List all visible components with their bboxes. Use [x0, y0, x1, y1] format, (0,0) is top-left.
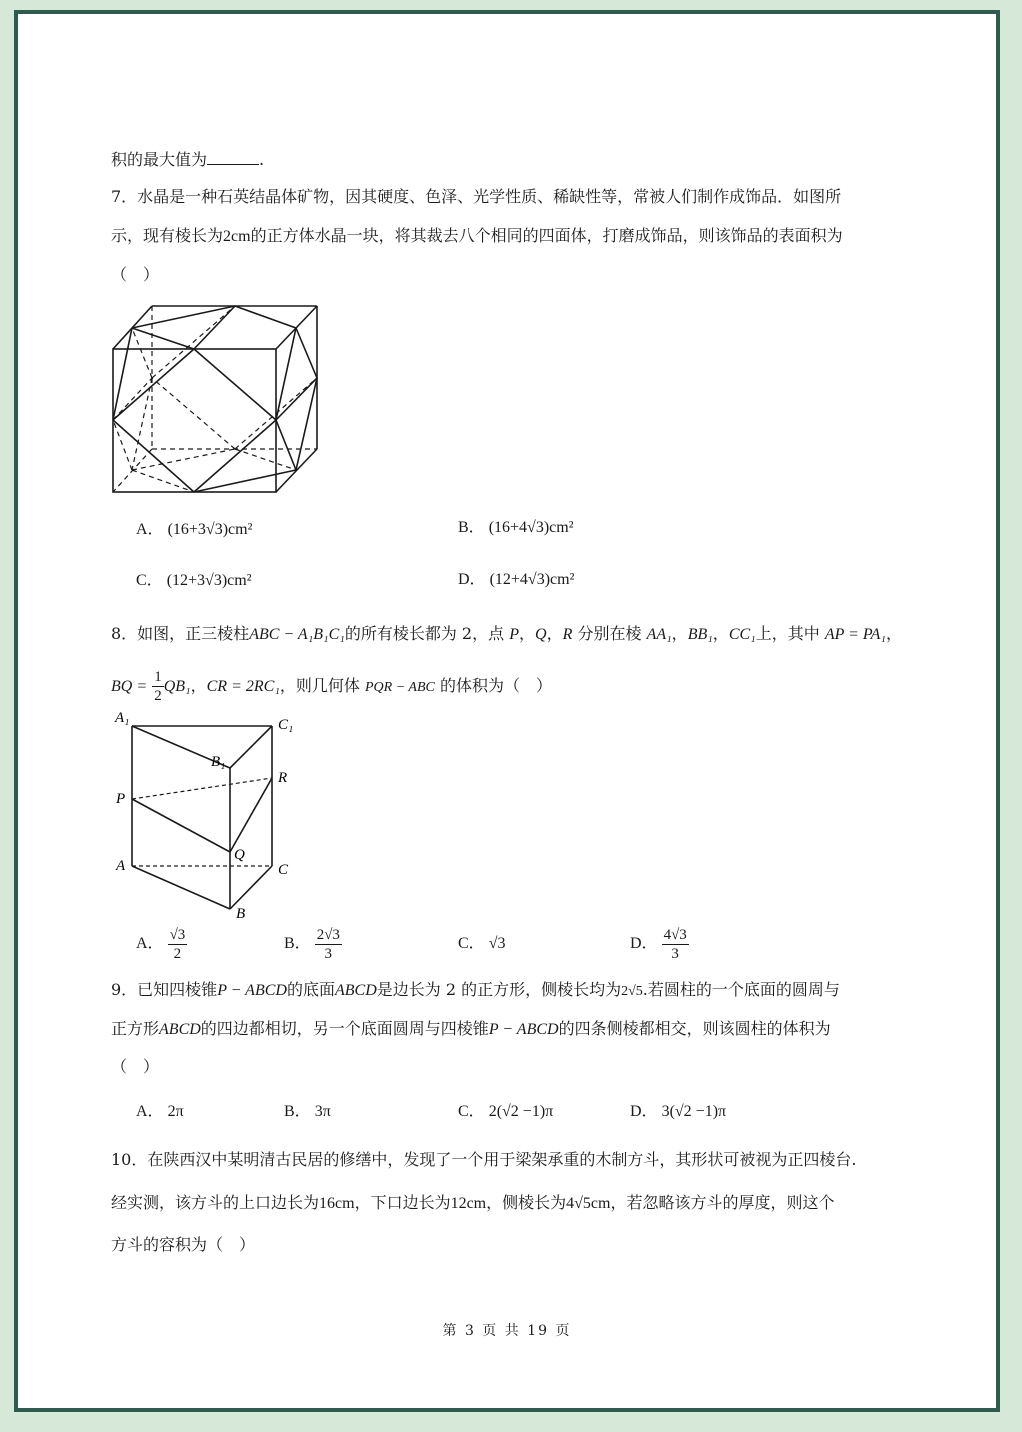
q8-edge-bb1: BB₁ [687, 626, 713, 643]
cut-edge [132, 328, 194, 349]
edge-pq [132, 799, 230, 852]
q8-edge-aa1: AA₁ [646, 626, 672, 643]
option-label: D． [630, 1103, 658, 1120]
fraction-numerator: 4√3 [663, 926, 687, 943]
cut-edge [113, 420, 194, 492]
q6-text: 积的最大值为 [111, 150, 208, 169]
cut-edge [296, 378, 317, 470]
q9-option-c[interactable] [458, 1101, 553, 1123]
q10-line3: 方斗的容积为（ ） [111, 1235, 256, 1254]
cube-front-face [113, 349, 276, 492]
fraction-numerator: 2√3 [316, 926, 340, 943]
page-footer: 第 3 页 共 19 页 [442, 1323, 572, 1339]
q10-text: ，侧棱长为 [486, 1193, 567, 1212]
option-label: C． [136, 572, 163, 589]
fraction-denominator: 3 [324, 945, 333, 962]
option-expr: 3(√2 −1)π [661, 1103, 727, 1120]
q8-line1: 8．如图，正三棱柱ABC − A₁B₁C₁的所有棱长都为 2，点 P，Q，R 分别在棱 AA₁，BB₁，CC₁上，其中 AP = PA₁， [111, 624, 902, 643]
q8-prism-figure [110, 704, 320, 919]
q7-option-b[interactable] [458, 517, 574, 539]
q10-top-edge: 16cm [319, 1195, 355, 1212]
option-expr: (12+4√3)cm² [489, 571, 575, 588]
q10-text: ，若忽略该方斗的厚度，则这个 [610, 1193, 835, 1212]
q10-line2 [111, 1192, 834, 1215]
edge-qr [230, 778, 272, 852]
hidden-edge [132, 328, 152, 378]
cube-edge [276, 449, 317, 492]
q10-line1: 10．在陕西汉中某明清古民居的修缮中，发现了一个用于梁架承重的木制方斗，其形状可被视为正四棱台. [111, 1150, 857, 1169]
q9-line2 [111, 1018, 831, 1041]
q8-solid: PQR − ABC [364, 680, 435, 695]
option-label: C． [458, 1103, 485, 1120]
cut-edge [194, 349, 276, 420]
q9-text: 的四条侧棱都相交，则该圆柱的体积为 [558, 1019, 831, 1038]
edge-ab [132, 866, 230, 909]
q7-line1: 7．水晶是一种石英结晶体矿物，因其硬度、色泽、光学性质、稀缺性等，常被人们制作成饰品．如图所 [111, 187, 842, 206]
option-expr: (12+3√3)cm² [166, 572, 252, 589]
fraction-denominator: 2 [154, 688, 162, 704]
label-a1: A₁ [115, 710, 130, 726]
document-page [18, 14, 996, 1408]
cut-edge [194, 420, 276, 492]
q9-paren: （ ） [111, 1057, 160, 1076]
cut-edge [194, 470, 296, 492]
q8-text: 8．如图，正三棱柱 [111, 624, 250, 643]
option-fraction [662, 926, 689, 963]
q8-text: 的体积为（ ） [439, 676, 552, 695]
edge-bc [230, 866, 272, 909]
fraction-denominator: 2 [173, 945, 182, 962]
label-c: C [278, 862, 289, 878]
q8-edge-cc1: CC₁ [728, 626, 756, 643]
q9-text: 的底面 [286, 980, 335, 999]
option-label: B． [284, 935, 311, 952]
label-q: Q [234, 847, 245, 863]
q8-option-b[interactable] [284, 924, 342, 964]
answer-blank [207, 148, 259, 165]
cut-edge [132, 306, 235, 328]
option-expr: (16+3√3)cm² [167, 521, 253, 538]
fraction-denominator: 3 [671, 945, 679, 962]
q7-option-a[interactable] [136, 519, 252, 541]
q7-line2c: 的正方体水晶一块，将其裁去八个相同的四面体，打磨成饰品，则该饰品的表面积为 [250, 226, 843, 245]
q7-option-c[interactable] [136, 570, 252, 592]
q8-condition-3: CR = 2RC₁ [206, 678, 280, 695]
option-expr: 2π [167, 1103, 184, 1120]
option-fraction [315, 926, 342, 963]
q8-option-d[interactable] [630, 924, 689, 964]
label-b: B [236, 906, 246, 919]
q8-point-p: P [509, 626, 519, 643]
label-b1: B₁ [211, 754, 226, 770]
option-label: B． [458, 519, 485, 536]
q9-option-b[interactable] [284, 1101, 331, 1123]
cut-edge [296, 328, 317, 378]
cut-edge [276, 328, 296, 420]
q7-line2 [111, 225, 843, 248]
q9-pyramid: P − ABCD [217, 982, 287, 999]
option-expr: (16+4√3)cm² [488, 519, 574, 536]
q7-line2a: 示，现有棱长为 [111, 226, 224, 245]
option-label: D． [630, 935, 658, 952]
q10-lateral-edge: 4√5cm [566, 1195, 611, 1212]
label-a: A [116, 858, 126, 874]
q8-option-a[interactable] [136, 924, 187, 964]
q8-prism: ABC − A₁B₁C₁ [249, 626, 345, 643]
q9-option-a[interactable] [136, 1101, 184, 1123]
q8-option-c[interactable] [458, 933, 505, 955]
option-label: D． [458, 571, 486, 588]
label-c1: C₁ [278, 717, 294, 733]
option-label: A． [136, 1103, 164, 1120]
q8-condition-1: AP = PA₁ [824, 626, 886, 643]
option-label: A． [136, 521, 164, 538]
label-r: R [278, 770, 288, 786]
q9-line1 [111, 979, 840, 1003]
label-p: P [116, 791, 126, 807]
q8-point-r: R [562, 626, 573, 643]
hidden-edge [113, 378, 152, 420]
q10-text: 经实测，该方斗的上口边长为 [111, 1193, 320, 1212]
hidden-edge [132, 378, 152, 470]
option-expr: √3 [488, 935, 506, 952]
q9-option-d[interactable] [630, 1101, 726, 1123]
cube-edge [276, 306, 317, 349]
q9-text: 的四边都相切，另一个底面圆周与四棱锥 [200, 1019, 489, 1038]
q9-text: 是边长为 2 的正方形，侧棱长均为 [376, 980, 622, 999]
q9-base: ABCD [159, 1021, 201, 1038]
q8-qb1: QB₁ [163, 678, 191, 695]
q8-half-fraction [152, 668, 164, 705]
hidden-edge [235, 449, 296, 470]
q10-text: ，下口边长为 [354, 1193, 451, 1212]
q8-text: 分别在棱 [577, 624, 642, 643]
q7-edge-length: 2cm [223, 228, 251, 245]
fraction-numerator: √3 [169, 926, 186, 943]
option-expr: 3π [314, 1103, 331, 1120]
q9-text: 正方形 [111, 1019, 160, 1038]
q8-line2: BQ = $\frac{1}{2}$ QB₁，CR = 2RC₁，则几何体 PQR − ABC 的体积为（ ） [111, 669, 552, 704]
q9-pyramid: P − ABCD [488, 1021, 559, 1038]
option-label: A． [136, 935, 164, 952]
q6-end: . [259, 150, 265, 169]
q8-text: 的所有棱长都为 2，点 [344, 624, 505, 643]
q9-text: .若圆柱的一个底面的圆周与 [642, 980, 840, 999]
q8-text: 上，其中 [755, 624, 820, 643]
q9-base: ABCD [334, 982, 377, 999]
q9-edge: 2√5 [621, 984, 643, 999]
hidden-edge [132, 470, 194, 492]
hidden-edge [152, 378, 235, 449]
cut-edge [235, 306, 296, 328]
cut-edge [194, 306, 235, 349]
q8-point-q: Q [535, 626, 547, 643]
page-frame [14, 10, 1000, 1412]
q7-cube-figure [110, 304, 322, 494]
q7-paren: （ ） [111, 265, 160, 284]
option-label: B． [284, 1103, 311, 1120]
cut-edge [276, 378, 317, 420]
hidden-edge [152, 306, 235, 378]
q8-text: ，则几何体 [279, 676, 360, 695]
option-label: C． [458, 935, 485, 952]
fraction-numerator: 1 [154, 669, 162, 685]
q10-bottom-edge: 12cm [450, 1195, 487, 1212]
option-fraction [168, 926, 188, 963]
hidden-edge [132, 449, 235, 470]
option-expr: 2(√2 −1)π [488, 1103, 554, 1120]
q8-bq: BQ = [111, 678, 148, 695]
q7-option-d[interactable] [458, 569, 574, 591]
q6-tail [111, 148, 264, 171]
edge-b1c1 [230, 726, 272, 768]
cut-edge [276, 420, 296, 470]
q9-text: 9．已知四棱锥 [111, 980, 218, 999]
edge-pr [132, 778, 272, 799]
